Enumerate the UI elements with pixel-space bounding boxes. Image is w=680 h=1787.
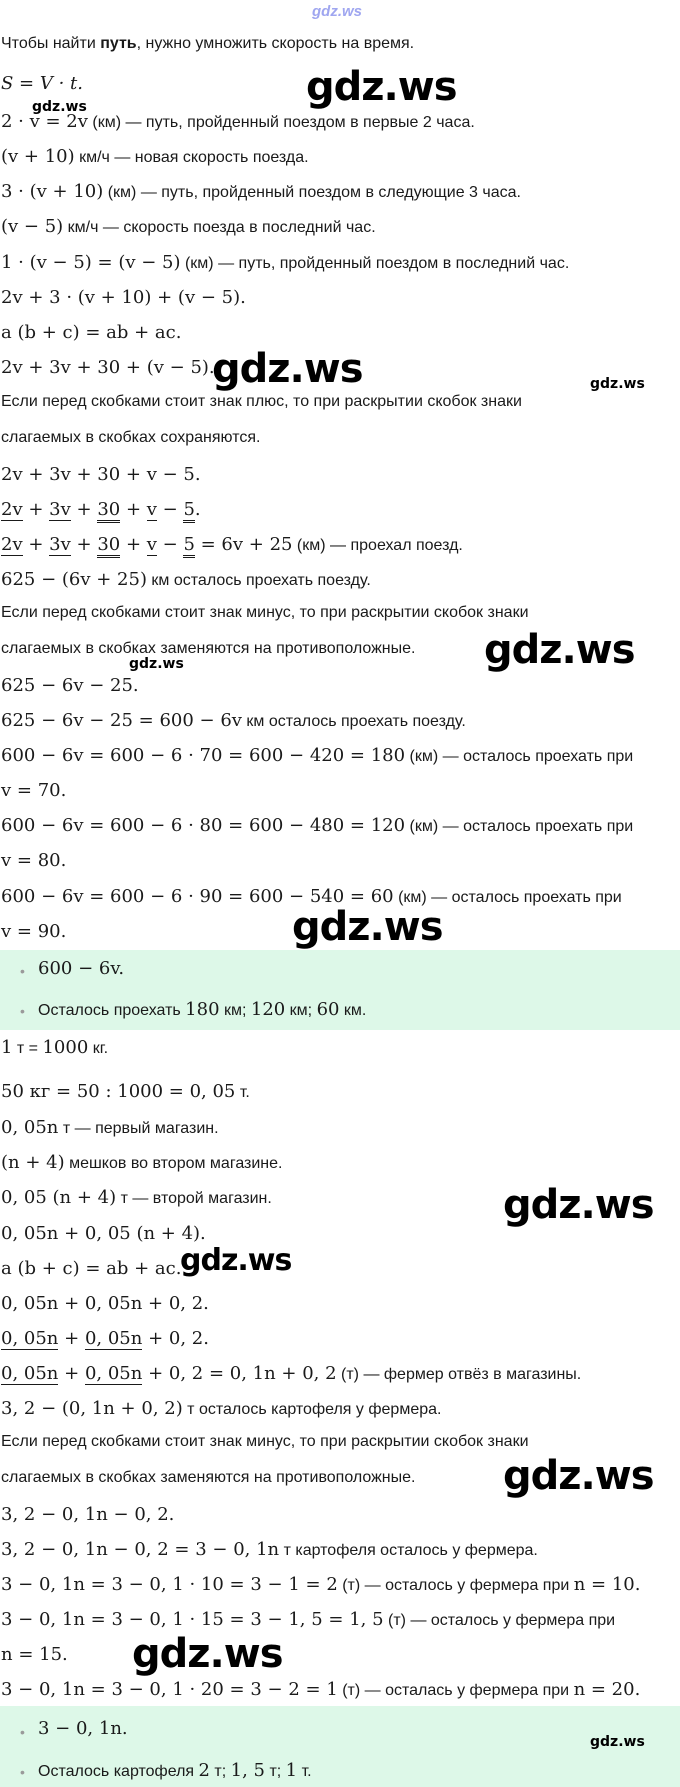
answer-line: 600 − 6v.: [38, 958, 125, 979]
text-line: слагаемых в скобках сохраняются.: [1, 429, 261, 446]
watermark: gdz.ws: [32, 99, 87, 115]
text-line: слагаемых в скобках заменяются на противоположные.: [1, 1469, 416, 1486]
watermark: gdz.ws: [212, 346, 363, 392]
formula-line: 3, 2 − 0, 1n − 0, 2.: [1, 1504, 175, 1525]
formula-line: n = 15.: [1, 1644, 68, 1665]
formula-line: (n + 4) мешков во втором магазине.: [1, 1152, 283, 1173]
formula-line: 0, 05n + 0, 05n + 0, 2.: [1, 1293, 209, 1314]
formula-line: v = 70.: [1, 780, 67, 801]
formula-line: a (b + c) = ab + ac.: [1, 1258, 182, 1279]
formula-line: 3, 2 − 0, 1n − 0, 2 = 3 − 0, 1n т картофеля осталось у фермера.: [1, 1539, 538, 1560]
formula-line-underlined: 0, 05n + 0, 05n + 0, 2.: [1, 1328, 209, 1349]
bullet-icon: •: [20, 1003, 25, 1019]
formula-line: 2v + 3 · (v + 10) + (v − 5).: [1, 287, 246, 308]
formula-line-underlined: 2v + 3v + 30 + v − 5.: [1, 499, 201, 520]
formula-line: (v − 5) км/ч — скорость поезда в последний час.: [1, 216, 376, 237]
formula-line: 600 − 6v = 600 − 6 · 80 = 600 − 480 = 120 (км) — осталось проехать при: [1, 815, 634, 836]
watermark: gdz.ws: [484, 627, 635, 673]
formula-line: 625 − 6v − 25.: [1, 675, 139, 696]
formula-line: 3 · (v + 10) (км) — путь, пройденный поездом в следующие 3 часа.: [1, 181, 521, 202]
bullet-icon: •: [20, 1724, 25, 1740]
formula-line: S = V · t.: [1, 73, 83, 94]
formula-line: 3 − 0, 1n = 3 − 0, 1 · 15 = 3 − 1, 5 = 1, 5 (т) — осталось у фермера при: [1, 1609, 616, 1630]
formula-line-underlined: 2v + 3v + 30 + v − 5 = 6v + 25 (км) — проехал поезд.: [1, 534, 463, 555]
formula-line: 3, 2 − (0, 1n + 0, 2) т осталось картофеля у фермера.: [1, 1398, 442, 1419]
formula-line: 1 · (v − 5) = (v − 5) (км) — путь, пройденный поездом в последний час.: [1, 252, 570, 273]
formula-line: v = 90.: [1, 921, 67, 942]
answer-line: 3 − 0, 1n.: [38, 1718, 128, 1739]
watermark: gdz.ws: [306, 64, 457, 110]
formula-line: 625 − 6v − 25 = 600 − 6v км осталось проехать поезду.: [1, 710, 466, 731]
watermark: gdz.ws: [129, 656, 184, 672]
watermark: gdz.ws: [180, 1243, 292, 1278]
formula-line: 2 · v = 2v (км) — путь, пройденный поездом в первые 2 часа.: [1, 111, 475, 132]
formula-line: 0, 05 (n + 4) т — второй магазин.: [1, 1187, 272, 1208]
text-line: Чтобы найти путь, нужно умножить скорость на время.: [1, 35, 415, 52]
watermark: gdz.ws: [503, 1453, 654, 1499]
formula-line: 1 т = 1000 кг.: [1, 1037, 109, 1058]
answer-line: Осталось картофеля 2 т; 1, 5 т; 1 т.: [38, 1760, 312, 1781]
answer-line: Осталось проехать 180 км; 120 км; 60 км.: [38, 999, 367, 1020]
answer-block: [0, 1706, 680, 1787]
text-line: Если перед скобками стоит знак плюс, то при раскрытии скобок знаки: [1, 393, 522, 410]
text-line: Если перед скобками стоит знак минус, то при раскрытии скобок знаки: [1, 1433, 529, 1450]
bullet-icon: •: [20, 963, 25, 979]
formula-line: 50 кг = 50 : 1000 = 0, 05 т.: [1, 1081, 250, 1102]
text-line: Если перед скобками стоит знак минус, то при раскрытии скобок знаки: [1, 604, 529, 621]
watermark: gdz.ws: [503, 1182, 654, 1228]
watermark: gdz.ws: [590, 376, 645, 392]
formula-line: a (b + c) = ab + ac.: [1, 322, 182, 343]
formula-line: 625 − (6v + 25) км осталось проехать поезду.: [1, 569, 371, 590]
formula-line: 0, 05n т — первый магазин.: [1, 1117, 219, 1138]
watermark-top: gdz.ws: [312, 3, 363, 20]
answer-block: [0, 950, 680, 1030]
watermark: gdz.ws: [590, 1734, 645, 1750]
formula-line: 0, 05n + 0, 05 (n + 4).: [1, 1223, 206, 1244]
formula-line-underlined: 0, 05n + 0, 05n + 0, 2 = 0, 1n + 0, 2 (т) — фермер отвёз в магазины.: [1, 1363, 582, 1384]
bullet-icon: •: [20, 1764, 25, 1780]
formula-line: v = 80.: [1, 850, 67, 871]
formula-line: 2v + 3v + 30 + v − 5.: [1, 464, 201, 485]
formula-line: 600 − 6v = 600 − 6 · 70 = 600 − 420 = 180 (км) — осталось проехать при: [1, 745, 634, 766]
text-line: слагаемых в скобках заменяются на противоположные.: [1, 640, 416, 657]
formula-line: 3 − 0, 1n = 3 − 0, 1 · 10 = 3 − 1 = 2 (т) — осталось у фермера при n = 10.: [1, 1574, 641, 1595]
watermark: gdz.ws: [132, 1631, 283, 1677]
watermark: gdz.ws: [292, 904, 443, 950]
formula-line: 600 − 6v = 600 − 6 · 90 = 600 − 540 = 60 (км) — осталось проехать при: [1, 886, 622, 907]
formula-line: 3 − 0, 1n = 3 − 0, 1 · 20 = 3 − 2 = 1 (т) — осталась у фермера при n = 20.: [1, 1679, 641, 1700]
formula-line: (v + 10) км/ч — новая скорость поезда.: [1, 146, 309, 167]
formula-line: 2v + 3v + 30 + (v − 5).: [1, 357, 215, 378]
